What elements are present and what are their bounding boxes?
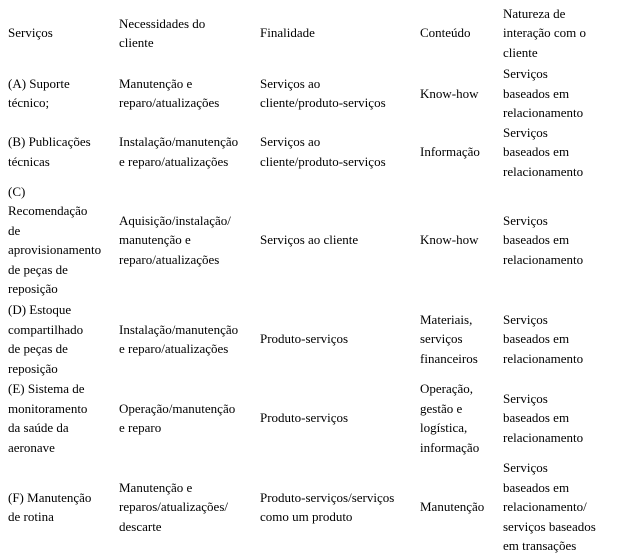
cell-necessidades: Instalação/manutenção e reparo/atualizações bbox=[119, 134, 239, 169]
header-servicos: Serviços bbox=[8, 25, 53, 41]
cell-necessidades: Instalação/manutenção e reparo/atualizações bbox=[119, 321, 239, 356]
header-natureza: Natureza de interação com o cliente bbox=[503, 5, 587, 60]
cell-finalidade: Serviços ao cliente/produto-serviços bbox=[260, 75, 386, 111]
table-row bbox=[0, 123, 626, 182]
cell-servico: (E) Sistema de monitoramento da saúde da aeronave bbox=[8, 381, 88, 455]
table-row bbox=[0, 299, 626, 379]
cell-necessidades: Aquisição/instalação/ manutenção e reparo/atualizações bbox=[119, 212, 231, 267]
cell-servico: (C) Recomendação de aprovisionamento de peças de reposição bbox=[8, 183, 102, 296]
cell-conteudo: Materiais, serviços financeiros bbox=[420, 311, 478, 366]
cell-finalidade: Serviços ao cliente/produto-serviços bbox=[260, 134, 386, 169]
cell-servico: (D) Estoque compartilhado de peças de reposição bbox=[8, 302, 84, 376]
cell-finalidade: Produto-serviços/serviços como um produto bbox=[260, 489, 395, 524]
cell-conteudo: Informação bbox=[420, 144, 480, 159]
cell-natureza: Serviços baseados em relacionamento bbox=[503, 124, 584, 179]
cell-conteudo: Manutenção bbox=[420, 499, 485, 515]
cell-servico: (A) Suporte técnico; bbox=[8, 75, 70, 111]
header-conteudo: Conteúdo bbox=[420, 25, 471, 41]
table-row bbox=[0, 64, 626, 123]
cell-necessidades: Manutenção e reparos/atualizações/ descarte bbox=[119, 479, 228, 534]
cell-natureza: Serviços baseados em relacionamento bbox=[503, 66, 584, 120]
cell-servico: (F) Manutenção de rotina bbox=[8, 489, 92, 524]
table-row bbox=[0, 379, 626, 457]
cell-finalidade: Produto-serviços bbox=[260, 410, 349, 426]
cell-natureza: Serviços baseados em relacionamento/ serviços baseados em transações bbox=[503, 460, 596, 554]
header-necessidades: Necessidades do cliente bbox=[119, 15, 206, 50]
cell-necessidades: Operação/manutenção e reparo bbox=[119, 400, 236, 435]
cell-conteudo: Know-how bbox=[420, 85, 479, 101]
table-row bbox=[0, 181, 626, 299]
header-row bbox=[0, 0, 626, 64]
cell-natureza: Serviços baseados em relacionamento bbox=[503, 212, 584, 267]
cell-natureza: Serviços baseados em relacionamento bbox=[503, 311, 584, 366]
cell-conteudo: Know-how bbox=[420, 232, 479, 248]
cell-finalidade: Serviços ao cliente bbox=[260, 232, 359, 248]
cell-necessidades: Manutenção e reparo/atualizações bbox=[119, 75, 220, 111]
header-finalidade: Finalidade bbox=[260, 25, 315, 41]
cell-finalidade: Produto-serviços bbox=[260, 331, 349, 347]
cell-conteudo: Operação, gestão e logística, informação bbox=[420, 381, 480, 455]
cell-servico: (B) Publicações técnicas bbox=[8, 134, 91, 169]
cell-natureza: Serviços baseados em relacionamento bbox=[503, 390, 584, 445]
table-row bbox=[0, 457, 626, 557]
